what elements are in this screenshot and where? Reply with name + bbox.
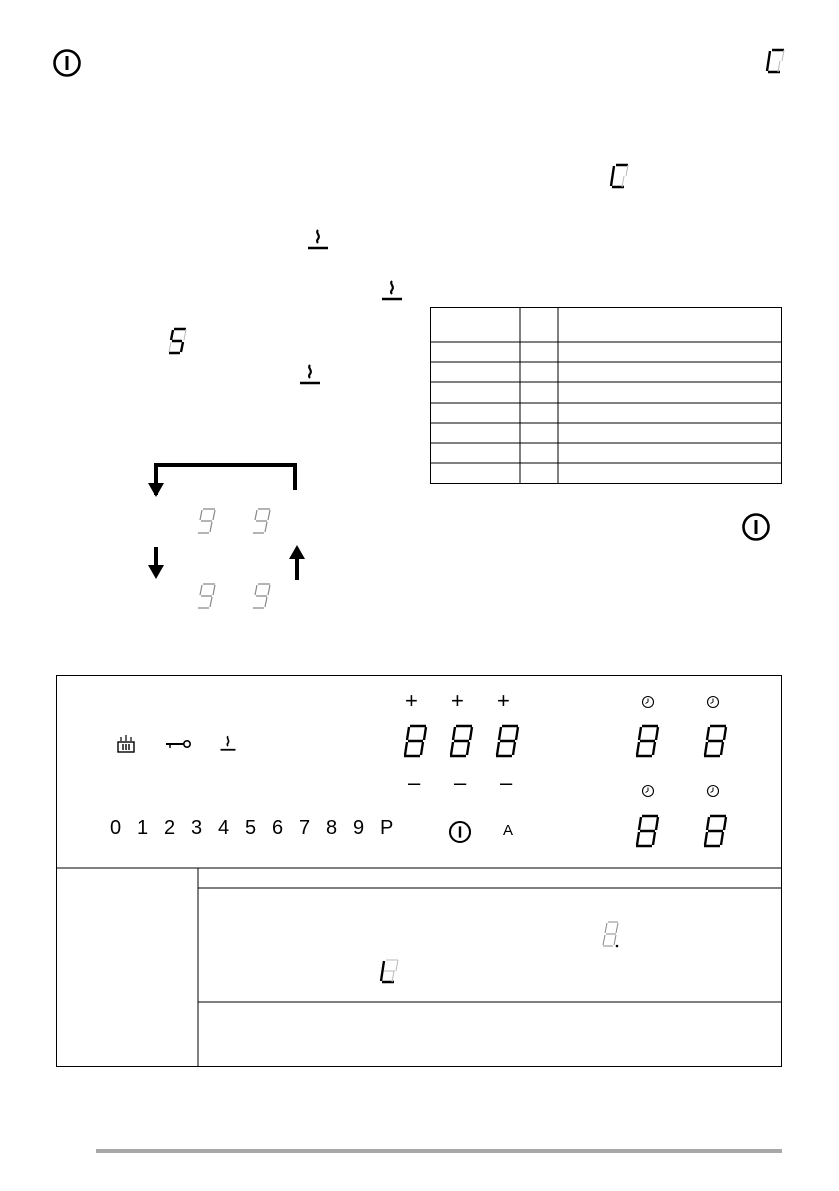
zone-plus-button[interactable]: + bbox=[405, 688, 418, 713]
auto-button[interactable]: A bbox=[503, 822, 514, 839]
segment-display-9 bbox=[195, 507, 217, 535]
power-level-scale bbox=[110, 817, 407, 840]
power-icon[interactable] bbox=[448, 820, 472, 844]
segment-display-9 bbox=[250, 582, 272, 610]
zone-plus-button[interactable]: + bbox=[451, 688, 464, 713]
zone-minus-button[interactable]: – bbox=[500, 770, 513, 795]
residual-heat-icon bbox=[219, 734, 237, 752]
power-icon bbox=[741, 512, 771, 542]
zone-minus-button[interactable]: – bbox=[408, 770, 421, 795]
segment-display-9 bbox=[195, 582, 217, 610]
zone-display bbox=[400, 723, 430, 759]
power-level-9[interactable]: 9 bbox=[353, 817, 365, 839]
info-table bbox=[430, 307, 782, 484]
segment-display-9 bbox=[250, 507, 272, 535]
power-level-6[interactable]: 6 bbox=[272, 817, 284, 839]
timer-icon[interactable] bbox=[706, 784, 720, 798]
footer-rule bbox=[96, 1149, 782, 1153]
power-level-8[interactable]: 8 bbox=[326, 817, 338, 839]
power-level-7[interactable]: 7 bbox=[299, 817, 311, 839]
power-level-2[interactable]: 2 bbox=[164, 817, 176, 839]
zone-display bbox=[492, 723, 522, 759]
power-level-3[interactable]: 3 bbox=[191, 817, 203, 839]
timer-icon[interactable] bbox=[706, 695, 720, 709]
timer-display bbox=[700, 723, 730, 759]
power-level-p[interactable]: P bbox=[380, 817, 394, 839]
timer-display bbox=[700, 813, 730, 849]
timer-display bbox=[632, 723, 662, 759]
power-level-0[interactable]: 0 bbox=[110, 817, 122, 839]
residual-heat-icon bbox=[306, 227, 330, 251]
segment-display-c-middle bbox=[608, 163, 630, 189]
cycle-diagram bbox=[140, 455, 320, 615]
zone-display bbox=[446, 723, 476, 759]
power-level-1[interactable]: 1 bbox=[137, 817, 149, 839]
residual-heat-icon bbox=[298, 362, 322, 386]
timer-display bbox=[632, 813, 662, 849]
timer-icon[interactable] bbox=[641, 695, 655, 709]
segment-display-l bbox=[378, 958, 400, 984]
power-icon bbox=[52, 48, 82, 78]
segment-display-5 bbox=[166, 327, 188, 355]
power-level-5[interactable]: 5 bbox=[245, 817, 257, 839]
segment-display-c-top bbox=[764, 48, 786, 74]
zone-plus-button[interactable]: + bbox=[497, 688, 510, 713]
zone-minus-button[interactable]: – bbox=[454, 770, 467, 795]
auto-heat-icon bbox=[116, 735, 136, 753]
timer-icon[interactable] bbox=[641, 784, 655, 798]
residual-heat-icon bbox=[380, 278, 404, 302]
lock-key-icon bbox=[166, 738, 192, 750]
power-level-4[interactable]: 4 bbox=[218, 817, 230, 839]
segment-display-8-dot bbox=[600, 920, 622, 948]
